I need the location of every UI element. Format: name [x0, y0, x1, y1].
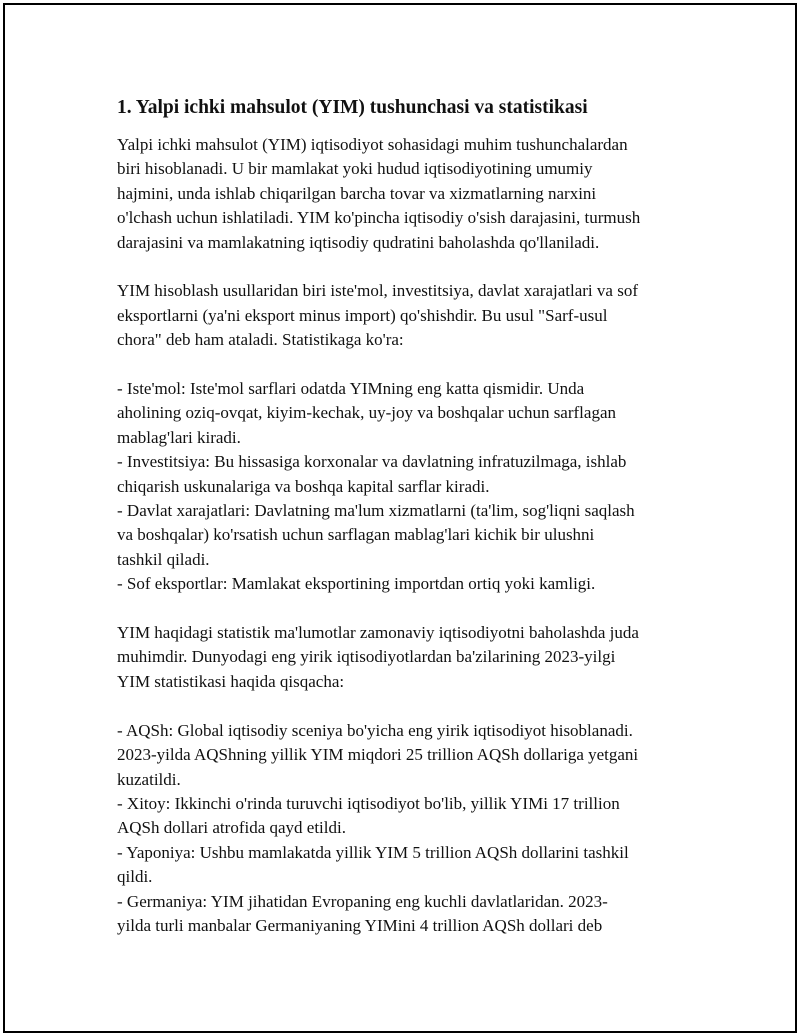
text-line: - Germaniya: YIM jihatidan Evropaning eng kuchli davlatlaridan. 2023- [117, 891, 608, 911]
text-line: eksportlarni (ya'ni eksport minus import) qo'shishdir. Bu usul "Sarf-usul [117, 305, 608, 325]
text-line: - Iste'mol: Iste'mol sarflari odatda YIMning eng katta qismidir. Unda [117, 379, 585, 399]
text-line: - AQSh: Global iqtisodiy sceniya bo'yicha eng yirik iqtisodiyot hisoblanadi. [117, 720, 633, 740]
text-line: muhimdir. Dunyodagi eng yirik iqtisodiyotlardan ba'zilarining 2023-yilgi [117, 647, 616, 667]
text-line: 2023-yilda AQShning yillik YIM miqdori 25 trillion AQSh dollariga yetgani [117, 745, 639, 765]
text-line: chora" deb ham ataladi. Statistikaga ko'ra: [117, 330, 404, 350]
blank-line [117, 694, 717, 718]
text-line: tashkil qiladi. [117, 549, 210, 569]
text-line: biri hisoblanadi. U bir mamlakat yoki hudud iqtisodiyotining umumiy [117, 159, 593, 179]
document-body [117, 93, 717, 938]
text-line: AQSh dollari atrofida qayd etildi. [117, 818, 346, 838]
text-line: yilda turli manbalar Germaniyaning YIMini 4 trillion AQSh dollari deb [117, 915, 603, 935]
text-line: mablag'lari kiradi. [117, 427, 241, 447]
blank-line [117, 255, 717, 279]
text-line: YIM hisoblash usullaridan biri iste'mol, investitsiya, davlat xarajatlari va sof [117, 281, 638, 301]
blank-line [117, 353, 717, 377]
text-line: o'lchash uchun ishlatiladi. YIM ko'pincha iqtisodiy o'sish darajasini, turmush [117, 208, 641, 228]
text-line: - Davlat xarajatlari: Davlatning ma'lum xizmatlarni (ta'lim, sog'liqni saqlash [117, 501, 635, 521]
text-line: darajasini va mamlakatning iqtisodiy qudratini baholashda qo'llaniladi. [117, 232, 600, 252]
section-heading: 1. Yalpi ichki mahsulot (YIM) tushunchasi va statistikasi [117, 97, 588, 118]
text-line: qildi. [117, 867, 153, 887]
text-line: chiqarish uskunalariga va boshqa kapital sarflar kiradi. [117, 476, 490, 496]
text-line: hajmini, unda ishlab chiqarilgan barcha tovar va xizmatlarning narxini [117, 183, 597, 203]
text-line: - Xitoy: Ikkinchi o'rinda turuvchi iqtisodiyot bo'lib, yillik YIMi 17 trillion [117, 793, 620, 813]
text-line: - Yaponiya: Ushbu mamlakatda yillik YIM 5 trillion AQSh dollarini tashkil [117, 842, 629, 862]
text-line: YIM haqidagi statistik ma'lumotlar zamonaviy iqtisodiyotni baholashda juda [117, 623, 639, 643]
text-line: aholining oziq-ovqat, kiyim-kechak, uy-joy va boshqalar uchun sarflagan [117, 403, 616, 423]
text-line: va boshqalar) ko'rsatish uchun sarflagan mablag'lari kichik bir ulushni [117, 525, 595, 545]
blank-line [117, 597, 717, 621]
text-line: kuzatildi. [117, 769, 181, 789]
body-text [117, 133, 717, 938]
text-line: Yalpi ichki mahsulot (YIM) iqtisodiyot sohasidagi muhim tushunchalardan [117, 135, 628, 154]
text-line: YIM statistikasi haqida qisqacha: [117, 671, 345, 691]
text-line: - Investitsiya: Bu hissasiga korxonalar va davlatning infratuzilmaga, ishlab [117, 452, 627, 472]
text-line: - Sof eksportlar: Mamlakat eksportining importdan ortiq yoki kamligi. [117, 574, 596, 594]
